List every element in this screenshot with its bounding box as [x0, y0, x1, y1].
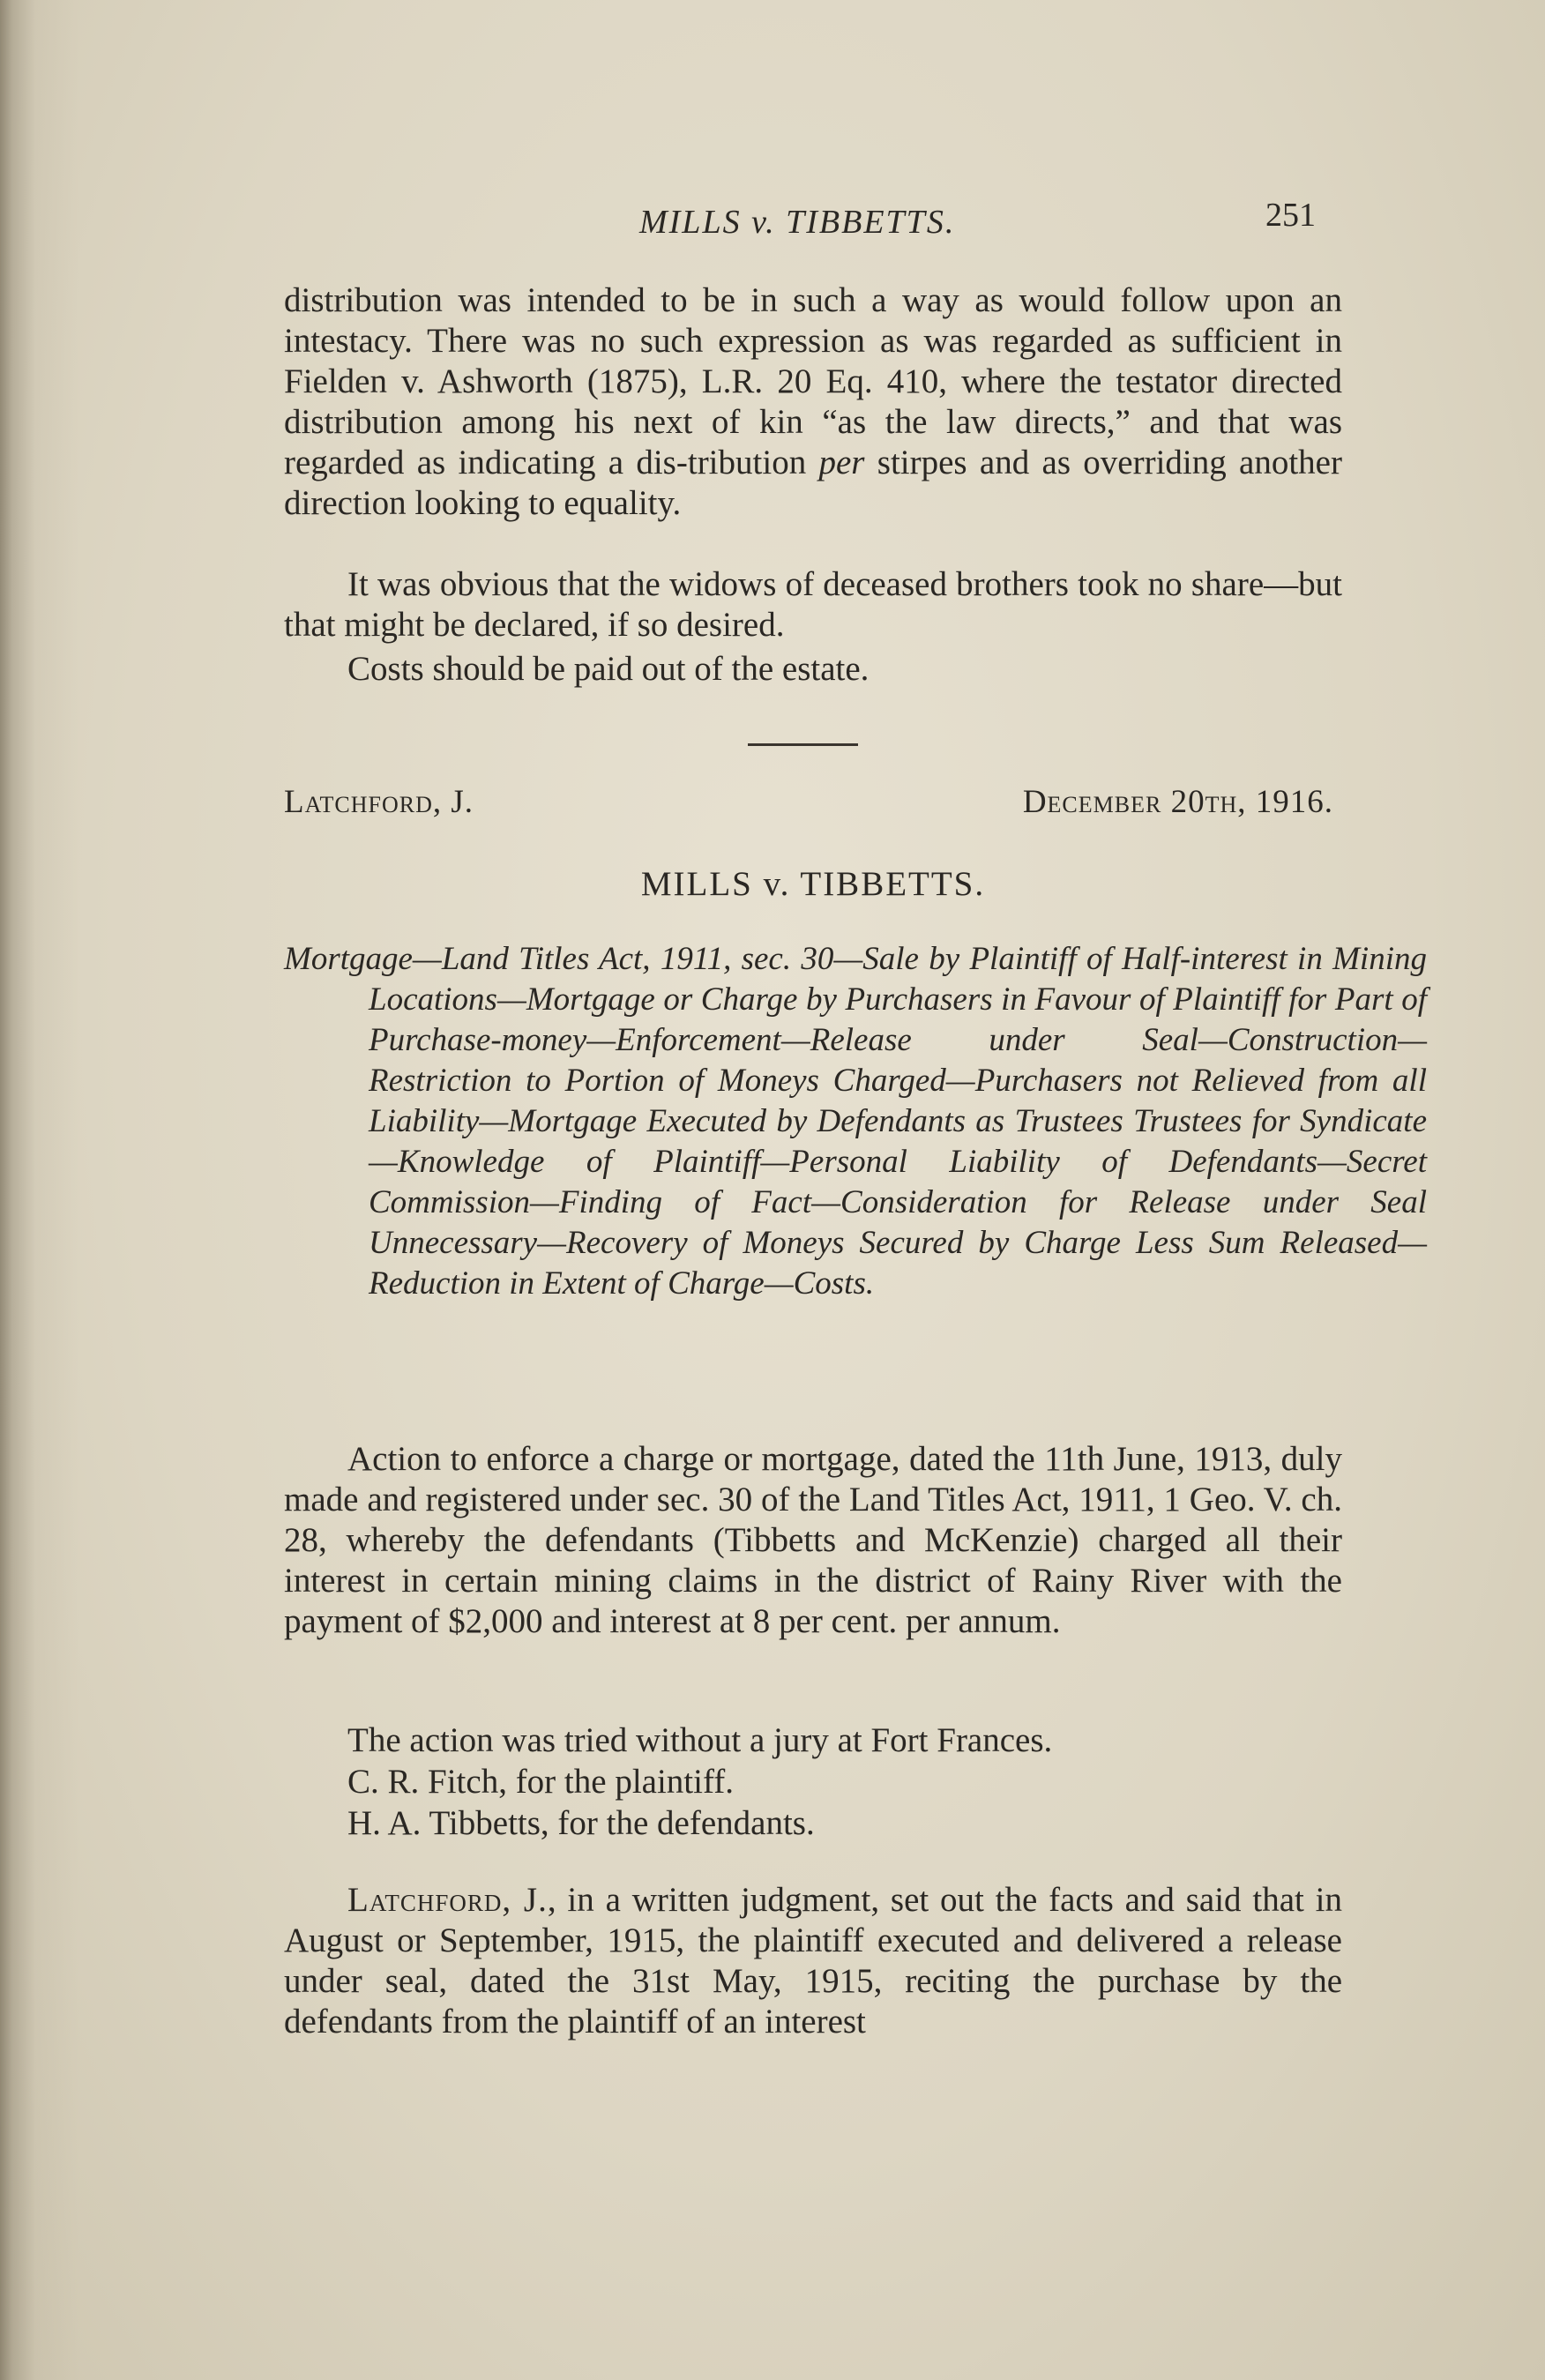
trial-details	[284, 1720, 1342, 1844]
body-paragraph-1-tail-post: stirpes and as overriding another direction looking to equality.	[284, 444, 1342, 522]
body-paragraph-1-italic: per	[818, 444, 865, 481]
running-head-title: MILLS v. TIBBETTS.	[639, 204, 956, 241]
body-paragraph-2: It was obvious that the widows of deceased brothers took no share—but that might be declared, if so desired.	[284, 565, 1342, 644]
counsel-plaintiff: C. R. Fitch, for the plaintiff.	[347, 1763, 734, 1801]
body-paragraph-1	[284, 280, 1342, 524]
counsel-defendants: H. A. Tibbetts, for the defendants.	[347, 1804, 815, 1842]
body-paragraph-1-tail-pre: tribution	[687, 444, 819, 481]
judgment-paragraph	[284, 1880, 1342, 2042]
judgment-judge: Latchford, J.	[347, 1881, 548, 1919]
action-paragraph: Action to enforce a charge or mortgage, dated the 11th June, 1913, duly made and registered under sec. 30 of the Land Titles Act, 1911, 1 Geo. V. ch. 28, whereby the defendants (Tibbetts and McKenzie) charged all their interest in certain mining claims in the district of Rainy River with the payment of $2,000 and interest at 8 per cent. per annum.	[284, 1440, 1342, 1640]
byline-date: December 20th, 1916.	[1022, 784, 1333, 820]
case-title: MILLS v. TIBBETTS.	[640, 865, 986, 903]
judgment-text: , in a written judgment, set out the facts and said that in August or September, 1915, the plaintiff executed and delivered a release under seal, dated the 31st May, 1915, reciting the purchase by the defendants from the plaintiff of an interest	[284, 1881, 1342, 2041]
body-paragraph-3: Costs should be paid out of the estate.	[347, 650, 870, 688]
headnote: Mortgage—Land Titles Act, 1911, sec. 30—Sale by Plaintiff of Half-interest in Mining Locations—Mortgage or Charge by Purchasers in Favour of Plaintiff for Part of Purchase-money—Enforcement—Release under Seal—Construction—Restriction to Portion of Moneys Charged—Purchasers not Relieved from all Liability—Mortgage Executed by Defendants as Trustees Trustees for Syndicate—Knowledge of Plaintiff—Personal Liability of Defendants—Secret Commission—Finding of Fact—Consideration for Release under Seal Unnecessary—Recovery of Moneys Secured by Charge Less Sum Released—Reduction in Extent of Charge—Costs.	[284, 941, 1427, 1302]
case-byline	[284, 783, 1333, 827]
byline-judge: Latchford, J.	[284, 784, 474, 820]
page-number: 251	[1265, 197, 1316, 234]
body-paragraph-1-text: distribution was intended to be in such a way as would follow upon an intestacy. There was no such expression as was regarded as sufficient in Fielden v. Ashworth (1875), L.R. 20 Eq. 410, where the testator directed distribution among his next of kin “as the law directs,” and that was regarded as indicating a dis-	[284, 281, 1342, 481]
trial-line: The action was tried without a jury at Fort Frances.	[347, 1721, 1053, 1759]
section-divider	[748, 743, 858, 746]
running-head	[284, 196, 1342, 249]
